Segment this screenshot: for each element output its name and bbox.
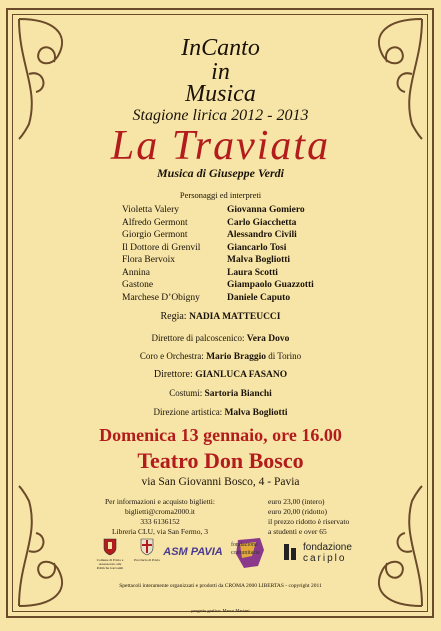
- cast-row: [122, 217, 342, 230]
- regia-label: Regia:: [160, 311, 187, 322]
- opera-title: La Traviata: [110, 123, 331, 169]
- palco-name: Vera Dovo: [246, 334, 290, 344]
- cast-singer: Carlo Giacchetta: [227, 217, 297, 228]
- cast-row: [122, 279, 342, 292]
- direttore-name: GIANLUCA FASANO: [195, 370, 288, 380]
- cast-role: Giorgio Germont: [122, 230, 188, 240]
- ticket-info-line: Per informazioni e acquisto biglietti:: [105, 497, 215, 506]
- cast-row: [122, 292, 342, 305]
- cast-singer: Alessandro Civili: [227, 230, 297, 240]
- fondazione-comunitaria-top: fondazione: [231, 542, 258, 548]
- title-line-1: InCanto: [181, 35, 260, 61]
- cast-singer: Giampaolo Guazzotti: [227, 280, 314, 290]
- cast-role: Violetta Valery: [122, 205, 180, 215]
- costumi-name: Sartoria Bianchi: [204, 389, 272, 399]
- coro-label: Coro e Orchestra:: [139, 351, 204, 361]
- cast-singer: Malva Bogliotti: [227, 255, 291, 265]
- ticket-phone: 333 6136152: [140, 517, 180, 526]
- asm-logo: ASM PAVIA: [163, 546, 223, 558]
- direttore-label: Direttore:: [153, 369, 193, 380]
- cast-role: Gastone: [122, 280, 154, 290]
- venue-name: Teatro Don Bosco: [137, 448, 304, 473]
- direzione-label: Direzione artistica:: [153, 407, 223, 417]
- cast-role: Flora Bervoix: [122, 255, 176, 265]
- sponsor-logos: [95, 538, 385, 574]
- comune-logo: [95, 538, 125, 570]
- cariplo-bottom: cariplo: [303, 553, 347, 564]
- cast-singer: Laura Scotti: [227, 267, 278, 278]
- cast-row: [122, 204, 342, 217]
- ticket-shop: Libreria CLU, via San Fermo, 3: [111, 527, 209, 536]
- cast-row: [122, 229, 342, 242]
- event-date: Domenica 13 gennaio, ore 16.00: [99, 425, 342, 445]
- bottom-left-ornament: [14, 481, 84, 611]
- regia-name: NADIA MATTEUCCI: [189, 312, 281, 322]
- coro-credit: [0, 351, 441, 362]
- title-line-2: in: [211, 59, 230, 85]
- cast-role: Marchese D’Obigny: [122, 292, 200, 303]
- cast-role: Il Dottore di Grenvil: [122, 242, 201, 253]
- comune-label: Comune di Pavia e Assessorato alle Politiche Giovanili: [96, 558, 124, 570]
- provincia-logo: [133, 538, 161, 562]
- palco-credit: [0, 333, 441, 344]
- season: Stagione lirica 2012 - 2013: [132, 107, 309, 124]
- cast-role: Alfredo Germont: [122, 217, 188, 228]
- cast-row: [122, 242, 342, 255]
- provincia-label: Provincia di Pavia: [134, 558, 160, 562]
- palco-label: Direttore di palcoscenico:: [151, 333, 245, 343]
- cast-role: Annina: [122, 267, 150, 278]
- title-line-3: Musica: [185, 81, 256, 107]
- fondazione-comunitaria-logo: [227, 536, 272, 572]
- regia-credit: [0, 311, 441, 322]
- cast-list: [122, 204, 342, 304]
- cariplo-top: fondazione: [303, 542, 352, 553]
- cast-row: [122, 254, 342, 267]
- cast-singer: Giancarlo Tosi: [227, 242, 287, 253]
- coro-name: Mario Braggio: [206, 352, 266, 362]
- price-info: [268, 497, 388, 537]
- direzione-credit: [0, 407, 441, 418]
- cast-heading: Personaggi ed interpreti: [179, 190, 262, 200]
- price-full: euro 23,00 (intero): [268, 497, 325, 506]
- costumi-label: Costumi:: [169, 388, 203, 398]
- coro-suffix: di Torino: [268, 351, 302, 361]
- ticket-email-link[interactable]: biglietti@croma2000.it: [124, 507, 196, 516]
- ticket-info: [80, 497, 240, 537]
- cast-singer: Giovanna Gomiero: [227, 205, 305, 215]
- footer-note: Spettacoli interamente organizzati e prodotti da CROMA 2000 LIBERTAS - copyright 2011: [119, 583, 322, 589]
- fondazione-comunitaria-bottom: comunitaria: [231, 550, 260, 556]
- venue-address: via San Giovanni Bosco, 4 - Pavia: [141, 476, 300, 488]
- price-reduced: euro 20,00 (ridotto): [268, 507, 327, 516]
- price-note-2: a studenti e over 65: [268, 527, 327, 536]
- design-credit: progetto grafico: Marco Mariani: [191, 608, 250, 613]
- composer: Musica di Giuseppe Verdi: [156, 166, 284, 180]
- direzione-name: Malva Bogliotti: [224, 408, 288, 418]
- costumi-credit: [0, 388, 441, 399]
- cast-singer: Daniele Caputo: [227, 292, 291, 303]
- price-note-1: il prezzo ridotto è riservato: [268, 517, 350, 526]
- direttore-credit: [0, 369, 441, 380]
- cast-row: [122, 267, 342, 280]
